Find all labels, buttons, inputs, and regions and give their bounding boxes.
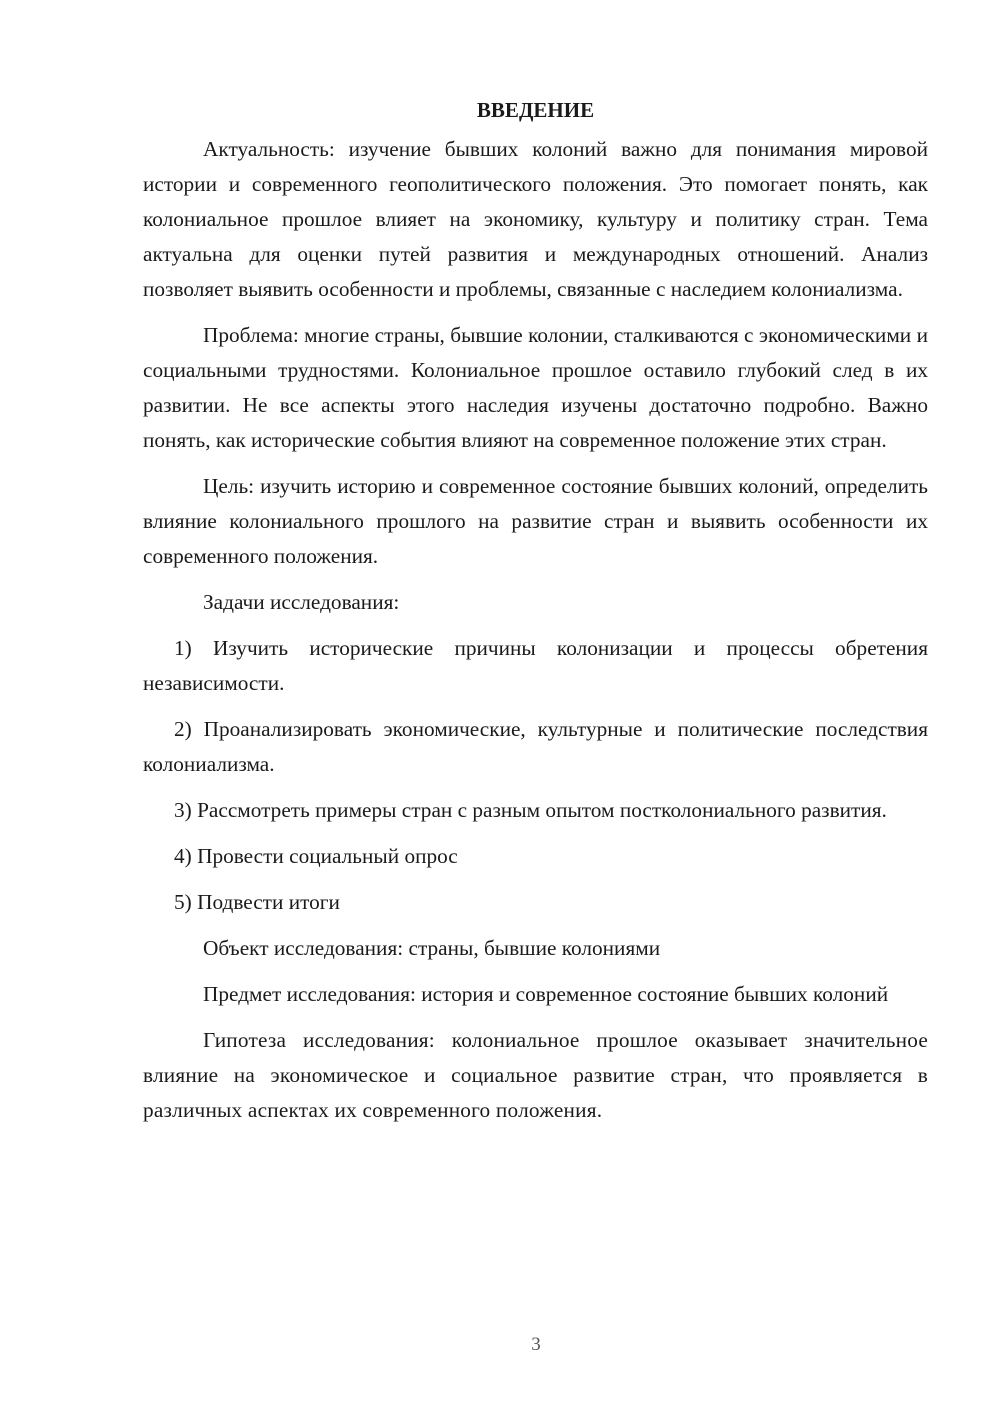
goal-paragraph: Цель: изучить историю и современное состояние бывших колоний, определить влияние колониального прошлого на развитие стран и выявить особенности их современного положения. [143, 474, 928, 568]
task-item: 1) Изучить исторические причины колонизации и процессы обретения независимости. [143, 636, 928, 695]
hypothesis-paragraph: Гипотеза исследования: колониальное прошлое оказывает значительное влияние на экономическое и социальное развитие стран, что проявляется в различных аспектах их современного положения. [143, 1028, 928, 1122]
page-number: 3 [531, 1334, 541, 1355]
tasks-heading: Задачи исследования: [203, 590, 400, 614]
relevance-paragraph: Актуальность: изучение бывших колоний важно для понимания мировой истории и современного геополитического положения. Это помогает понять, как колониальное прошлое влияет на экономику, культуру и политику стран. Тема актуальна для оценки путей развития и международных отношений. Анализ позволяет выявить особенности и проблемы, связанные с наследием колониализма. [143, 137, 928, 301]
task-item: 5) Подвести итоги [174, 890, 340, 914]
problem-paragraph: Проблема: многие страны, бывшие колонии, сталкиваются с экономическими и социальными трудностями. Колониальное прошлое оставило глубокий след в их развитии. Не все аспекты этого наследия изучены достаточно подробно. Важно понять, как исторические события влияют на современное положение этих стран. [143, 323, 928, 452]
section-title: ВВЕДЕНИЕ [476, 98, 595, 122]
subject-paragraph: Предмет исследования: история и современное состояние бывших колоний [203, 982, 889, 1006]
document-page [143, 92, 928, 1139]
task-item: 2) Проанализировать экономические, культурные и политические последствия колониализма. [143, 717, 928, 776]
task-item: 3) Рассмотреть примеры стран с разным опытом постколониального развития. [174, 798, 887, 822]
task-item: 4) Провести социальный опрос [174, 844, 458, 868]
object-paragraph: Объект исследования: страны, бывшие колониями [203, 936, 661, 960]
